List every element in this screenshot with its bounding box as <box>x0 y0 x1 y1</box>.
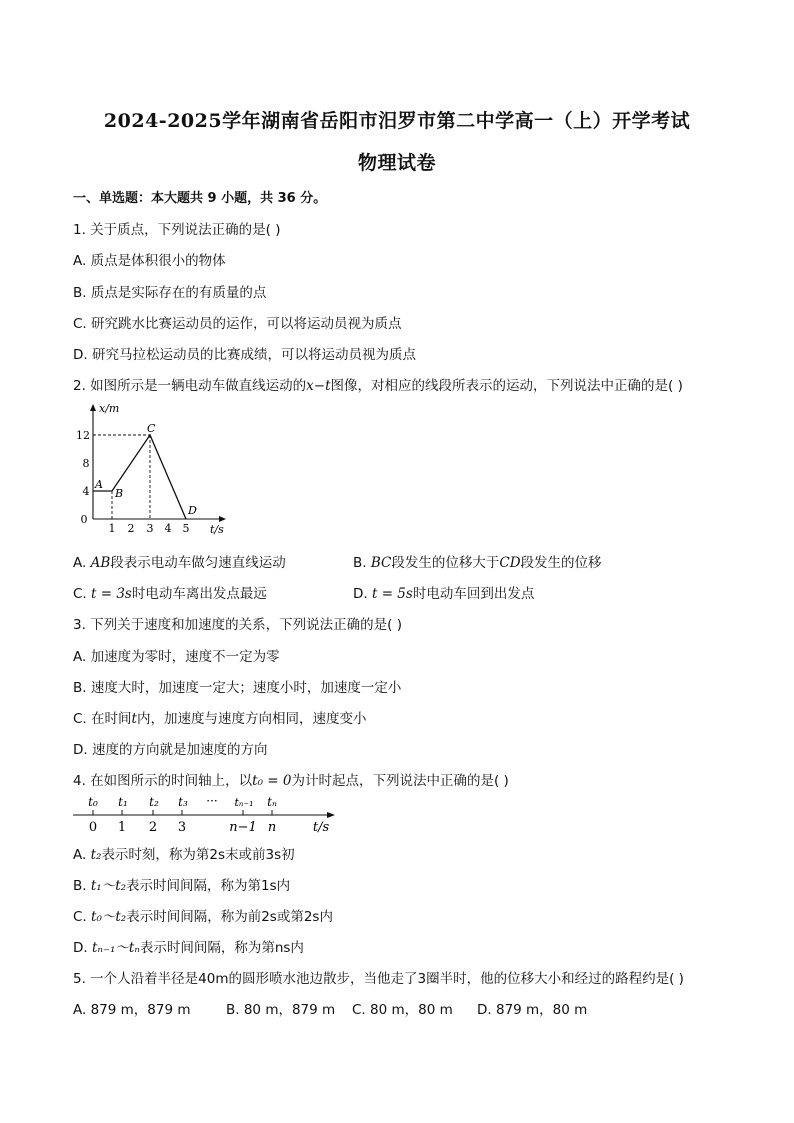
q2-c-var: t = 3s <box>91 586 132 602</box>
q2-d-var: t = 5s <box>371 586 413 602</box>
exam-title-line1: 2024-2025学年湖南省岳阳市汨罗市第二中学高一（上）开学考试 <box>103 110 691 132</box>
q4-option-c <box>73 905 333 925</box>
q3-c-post: 内，加速度与速度方向相同，速度变小 <box>136 711 367 727</box>
q4-a-post: 表示时刻，称为第2s末或前3s初 <box>101 847 295 863</box>
q4-c-post: 表示时间间隔，称为前2s或第2s内 <box>126 909 333 925</box>
q1-stem: 1. 关于质点，下列说法正确的是( ) <box>73 222 281 238</box>
q4-stem <box>73 769 509 789</box>
q4-option-d <box>73 936 304 956</box>
exam-title-line2: 物理试卷 <box>357 152 436 174</box>
q2-b-pre: B. <box>353 555 371 571</box>
graph-x-tick: 5 <box>182 522 190 535</box>
graph-x-tick: 2 <box>127 522 135 535</box>
q2-c-pre: C. <box>73 586 92 602</box>
graph-y-tick: 8 <box>82 457 90 470</box>
axis-top-label: tₙ₋₁ <box>234 796 254 809</box>
q4-d-pre: D. <box>73 940 92 956</box>
graph-y-tick: 4 <box>82 485 90 498</box>
q5-option-a: A. 879 m，879 m <box>73 1002 191 1018</box>
q2-b-var1: BC <box>370 555 392 571</box>
q3-c-pre: C. 在时间 <box>73 711 132 727</box>
axis-bottom-label: 2 <box>148 820 158 835</box>
q4-b-post: 表示时间间隔，称为第1s内 <box>126 878 291 894</box>
graph-y-tick: 0 <box>80 513 88 526</box>
q2-stem-pre: 2. 如图所示是一辆电动车做直线运动的 <box>73 378 307 394</box>
q4-stem-var: t₀ = 0 <box>252 773 292 789</box>
q3-option-d: D. 速度的方向就是加速度的方向 <box>73 742 268 758</box>
q4-b-var: t₁～t₂ <box>90 878 127 894</box>
q2-stem <box>73 374 683 394</box>
q2-d-pre: D. <box>353 586 372 602</box>
q2-stem-var: x−t <box>306 378 331 394</box>
q3-option-c <box>73 707 366 727</box>
q4-b-pre: B. <box>73 878 91 894</box>
graph-x-tick: 3 <box>146 522 154 535</box>
q4-a-pre: A. <box>73 847 91 863</box>
q4-time-axis <box>73 793 343 838</box>
q2-option-b <box>353 551 602 571</box>
q2-c-post: 时电动车离出发点最远 <box>131 586 267 602</box>
q2-b-mid: 段发生的位移大于 <box>391 555 500 571</box>
q5-option-c: C. 80 m，80 m <box>352 1002 453 1018</box>
q2-stem-post: 图像，对相应的线段所表示的运动，下列说法中正确的是( ) <box>330 378 683 394</box>
axis-bottom-label: n <box>267 820 277 835</box>
q2-option-a <box>73 551 286 571</box>
q5-option-b: B. 80 m，879 m <box>226 1002 336 1018</box>
graph-point-a: A <box>95 478 103 491</box>
graph-y-axis-label: x/m <box>99 402 120 415</box>
axis-top-label: t₀ <box>88 795 98 809</box>
axis-top-label: t₃ <box>178 795 188 809</box>
graph-point-c: C <box>147 422 156 435</box>
axis-top-label: ··· <box>206 794 218 808</box>
q3-c-var: t <box>131 711 137 727</box>
q2-d-post: 时电动车回到出发点 <box>412 586 535 602</box>
graph-y-tick: 12 <box>76 429 90 442</box>
axis-bottom-label: 0 <box>88 820 98 835</box>
q4-d-post: 表示时间间隔，称为第ns内 <box>139 940 304 956</box>
q4-stem-pre: 4. 在如图所示的时间轴上，以 <box>73 773 253 789</box>
graph-point-d: D <box>188 504 197 517</box>
q4-stem-post: 为计时起点，下列说法中正确的是( ) <box>291 773 509 789</box>
graph-x-tick: 1 <box>108 522 116 535</box>
axis-bottom-label: 3 <box>177 820 187 835</box>
q2-a-pre: A. <box>73 555 91 571</box>
q5-option-d: D. 879 m，80 m <box>477 1002 588 1018</box>
axis-top-label: t₂ <box>149 795 159 809</box>
q4-d-var: tₙ₋₁～tₙ <box>91 940 140 956</box>
q4-a-var: t₂ <box>90 847 102 863</box>
q1-option-c: C. 研究跳水比赛运动员的运作，可以将运动员视为质点 <box>73 316 402 332</box>
q2-a-post: 段表示电动车做匀速直线运动 <box>110 555 286 571</box>
q2-option-c <box>73 582 267 602</box>
q1-option-d: D. 研究马拉松运动员的比赛成绩，可以将运动员视为质点 <box>73 347 416 363</box>
q2-option-d <box>353 582 534 602</box>
q4-c-var: t₀～t₂ <box>91 909 127 925</box>
axis-top-label: tₙ <box>267 795 277 809</box>
q4-option-b <box>73 874 290 894</box>
q3-option-a: A. 加速度为零时，速度不一定为零 <box>73 649 280 665</box>
axis-unit-label: t/s <box>312 820 330 835</box>
axis-bottom-label: 1 <box>117 820 127 835</box>
axis-bottom-label: n−1 <box>229 820 257 835</box>
section-heading: 一、单选题：本大题共 9 小题，共 36 分。 <box>73 191 327 206</box>
graph-x-axis-label: t/s <box>210 523 224 536</box>
q1-option-a: A. 质点是体积很小的物体 <box>73 253 226 269</box>
axis-top-label: t₁ <box>118 795 128 809</box>
q5-stem: 5. 一个人沿着半径是40m的圆形喷水池边散步，当他走了3圈半时，他的位移大小和经过的路程约是( ) <box>73 971 684 987</box>
q2-a-var: AB <box>90 555 111 571</box>
q4-option-a <box>73 843 295 863</box>
q2-xt-graph <box>73 400 233 540</box>
graph-point-b: B <box>115 487 124 500</box>
q3-option-b: B. 速度大时，加速度一定大；速度小时，加速度一定小 <box>73 680 402 696</box>
q1-option-b: B. 质点是实际存在的有质量的点 <box>73 285 267 301</box>
graph-x-tick: 4 <box>164 522 172 535</box>
q4-c-pre: C. <box>73 909 92 925</box>
q3-stem: 3. 下列关于速度和加速度的关系，下列说法正确的是( ) <box>73 617 402 633</box>
q2-b-post: 段发生的位移 <box>520 555 602 571</box>
q2-b-var2: CD <box>499 555 521 571</box>
